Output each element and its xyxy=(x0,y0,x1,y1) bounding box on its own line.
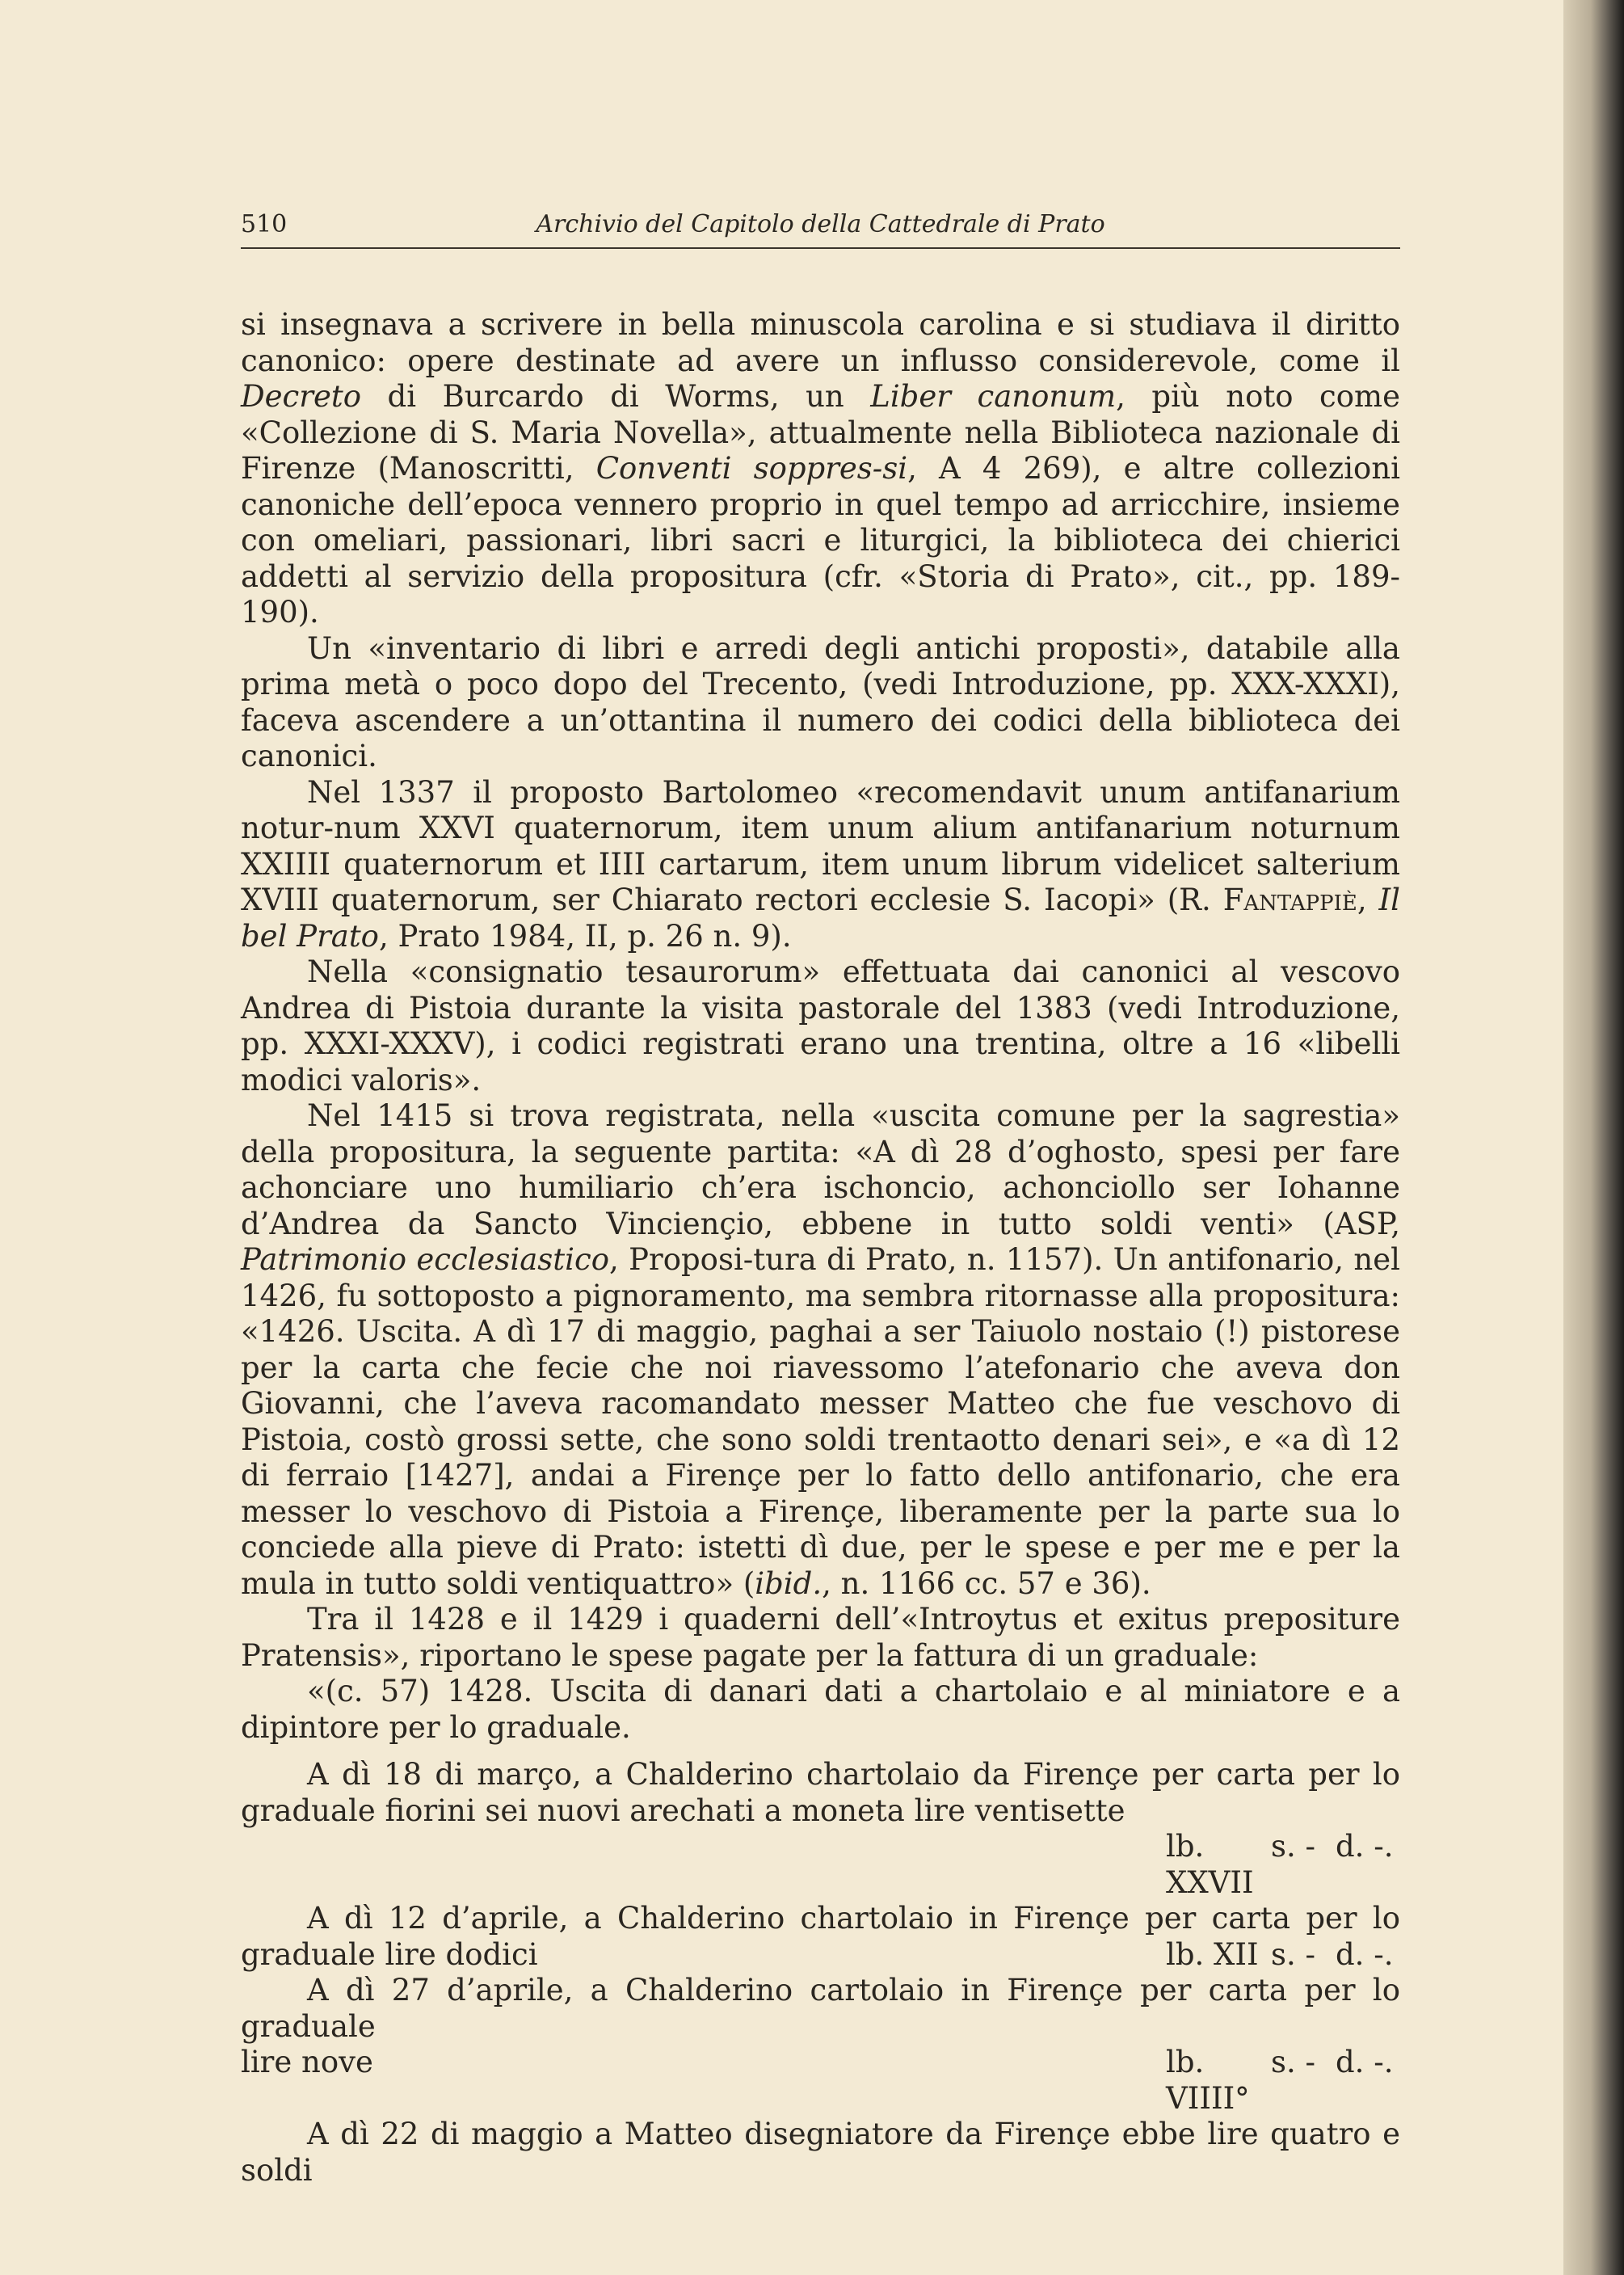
paragraph-4: Nella «consignatio tesaurorum» effettuata dai canonici al vescovo Andrea di Pistoia durante la visita pastorale del 1383 (vedi Introduzione, pp. XXXI-XXXV), i codici registrati erano una trentina, oltre a 16 «libelli modici valoris». xyxy=(241,954,1400,1097)
running-title: Archivio del Capitolo della Cattedrale di Prato xyxy=(536,210,1105,238)
book-gutter-shadow xyxy=(1563,0,1624,2275)
ledger-entry-2-row xyxy=(241,1937,1400,1974)
paragraph-7: «(c. 57) 1428. Uscita di danari dati a chartolaio e al miniatore e a dipintore per lo graduale. xyxy=(241,1674,1400,1745)
ledger-entry-2-amount xyxy=(1166,1937,1400,1974)
italic-title: Patrimonio ecclesiastico xyxy=(241,1242,609,1277)
ledger-entry-2-text-cont: graduale lire dodici xyxy=(241,1936,538,1972)
text-run: , n. 1166 cc. 57 e 36). xyxy=(822,1565,1151,1601)
amount-soldi: s. - xyxy=(1271,2045,1316,2079)
text-run: Nel 1337 il proposto Bartolomeo «recomendavit unum antifanarium notur-num XXVI quaternorum, item unum alium antifanarium noturnum XXIIII quaternorum et IIII cartarum, item unum librum videlicet salterium XVIII quaternorum, ser Chiarato rectori ecclesie S. Iacopi» (R. xyxy=(241,774,1400,917)
amount-lire: lb. XXVII xyxy=(1166,1829,1254,1900)
running-header xyxy=(241,212,1400,249)
italic-title: Decreto xyxy=(241,379,362,414)
text-run: , più noto come «Collezione di S. Maria Novella», attualmente nella Biblioteca nazionale di Firenze (Manoscritti, xyxy=(241,379,1401,486)
ledger-entry-3-row xyxy=(241,2045,1400,2117)
italic-title: Conventi soppres-si xyxy=(595,451,908,486)
italic-abbrev: ibid. xyxy=(755,1565,823,1601)
ledger-entry-3-amount xyxy=(1166,2045,1400,2117)
text-run: si insegnava a scrivere in bella minuscola carolina e si studiava il diritto canonico: opere destinate ad avere un influsso considerevole, come il xyxy=(241,307,1400,378)
body-text xyxy=(241,307,1400,2189)
amount-denari: d. -. xyxy=(1336,1936,1394,1972)
page-number: 510 xyxy=(241,210,288,238)
ledger-entry-4-text: A dì 22 di maggio a Matteo disegniatore da Firençe ebbe lire quatro e soldi xyxy=(241,2117,1400,2188)
amount-soldi: s. - xyxy=(1271,1829,1316,1864)
text-run: , Proposi-tura di Prato, n. 1157). Un antifonario, nel 1426, fu sottoposto a pignoramento, ma sembra ritornasse alla propositura: «1426. Uscita. A dì 17 di maggio, paghai a ser Taiuolo nostaio (!) pistorese per la carta che fecie che noi riavessomo l’atefonario che aveva don Giovanni, che l’aveva racomandato messer Matteo che fue veschovo di Pistoia, costò grossi sette, che sono soldi trentaotto denari sei», e «a dì 12 di ferraio [1427], andai a Firençe per lo fatto dello antifonario, che era messer lo veschovo di Pistoia a Firençe, liberamente per la parte sua lo conciede alla pieve di Prato: istetti dì due, per le spese e per me e per la mula in tutto soldi ventiquattro» ( xyxy=(241,1242,1400,1601)
ledger-entry-3-text-cont: lire nove xyxy=(241,2045,373,2079)
amount-soldi: s. - xyxy=(1271,1936,1316,1972)
paragraph-5 xyxy=(241,1098,1400,1602)
text-run: Nel 1415 si trova registrata, nella «uscita comune per la sagrestia» della propositura, la seguente partita: «A dì 28 d’oghosto, spesi per fare achonciare uno humiliario ch’era ischoncio, achonciollo ser Iohanne d’Andrea da Sancto Vinciençio, ebbene in tutto soldi venti» (ASP, xyxy=(241,1098,1400,1241)
amount-denari: d. -. xyxy=(1336,1829,1394,1864)
ledger-entry-2-text: A dì 12 d’aprile, a Chalderino chartolaio in Firençe per carta per lo xyxy=(307,1901,1400,1936)
amount-denari: d. -. xyxy=(1336,2045,1394,2079)
amount-lire: lb. VIIII° xyxy=(1166,2045,1250,2116)
text-run: di Burcardo di Worms, un xyxy=(361,379,871,414)
paragraph-1 xyxy=(241,307,1400,631)
ledger-entry-1-text: A dì 18 di marҫo, a Chalderino chartolaio da Firençe per carta per lo graduale fiorini sei nuovi arechati a moneta lire ventisette xyxy=(241,1757,1400,1828)
text-run: , Prato 1984, II, p. 26 n. 9). xyxy=(378,918,792,954)
paragraph-2: Un «inventario di libri e arredi degli antichi proposti», databile alla prima metà o poco dopo del Trecento, (vedi Introduzione, pp. XXX-XXXI), faceva ascendere a un’ottantina il numero dei codici della biblioteca dei canonici. xyxy=(241,630,1400,773)
ledger-entry-3-text: A dì 27 d’aprile, a Chalderino cartolaio in Firençe per carta per lo graduale xyxy=(241,1973,1400,2044)
text-run: , A 4 269), e altre collezioni canoniche dell’epoca vennero proprio in quel tempo ad arricchire, insieme con omeliari, passionari, libri sacri e liturgici, la biblioteca dei chierici addetti al servizio della propositura (cfr. «Storia di Prato», cit., pp. 189-190). xyxy=(241,451,1400,630)
paragraph-6: Tra il 1428 e il 1429 i quaderni dell’«Introytus et exitus prepositure Pratensis», riportano le spese pagate per la fattura di un graduale: xyxy=(241,1602,1400,1673)
amount-lire: lb. XII xyxy=(1166,1936,1259,1972)
paragraph-3 xyxy=(241,775,1400,955)
ledger-entry-1-amount xyxy=(241,1829,1400,1901)
italic-title: Il bel Prato xyxy=(241,883,1400,954)
text-run: , xyxy=(1357,883,1379,917)
italic-title: Liber canonum xyxy=(870,379,1117,414)
author-name: Fantappiè xyxy=(1222,883,1357,917)
